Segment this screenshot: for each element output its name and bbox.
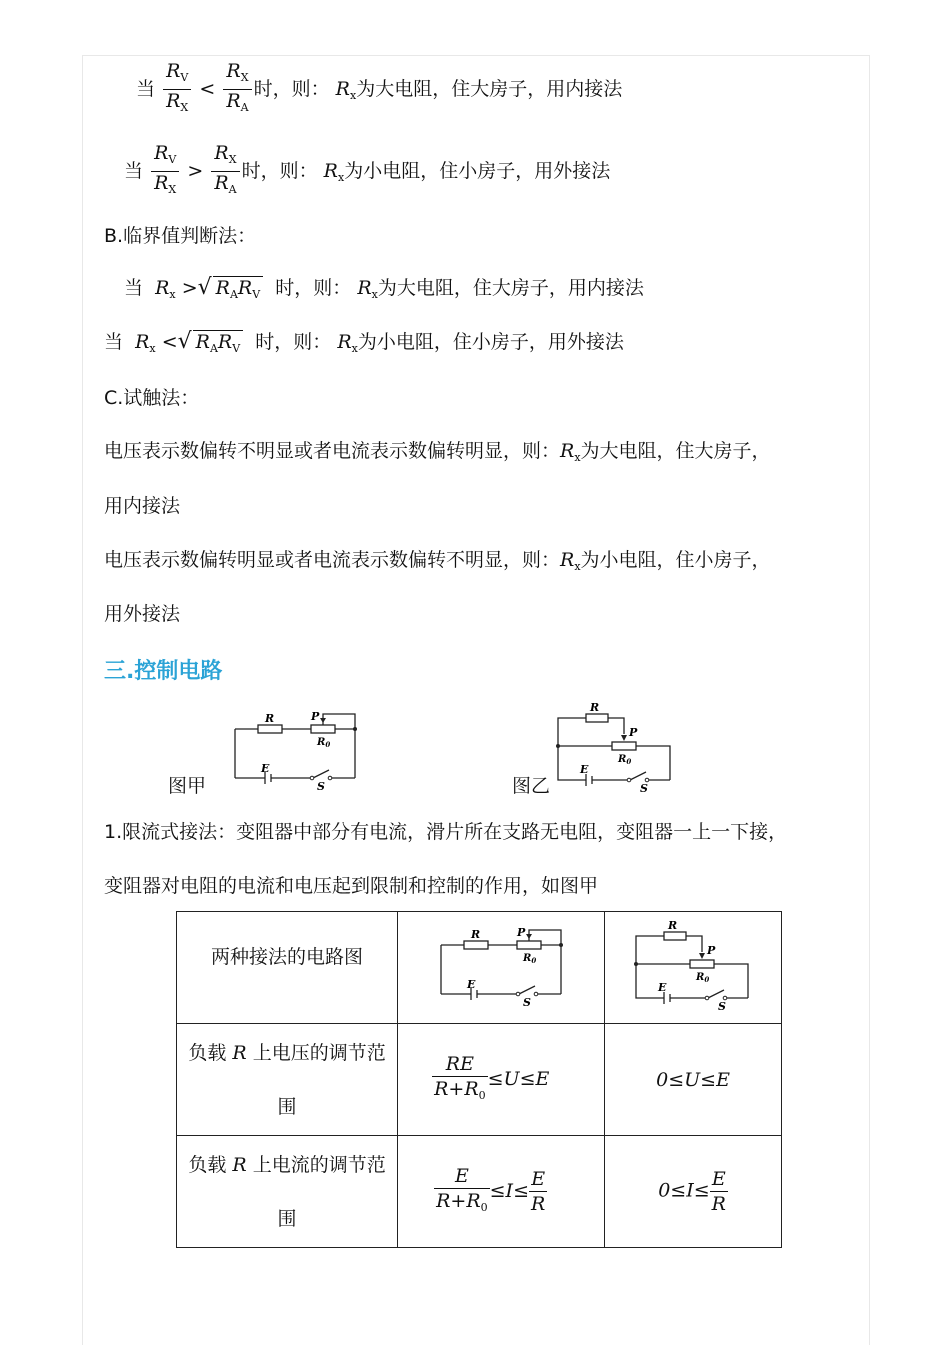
- table-row: [177, 1136, 782, 1248]
- fraction: $\frac{E}{R}$: [531, 1168, 546, 1215]
- rx-symbol: $R_x$: [323, 160, 345, 184]
- table-cell: $\frac{E}{R+R_0}$ ≤I≤ $\frac{E}{R}$: [398, 1136, 605, 1248]
- label-r: R: [668, 918, 678, 932]
- label-r: R: [265, 712, 275, 725]
- label-r: R: [471, 928, 481, 941]
- table-cell: 0≤I≤ $\frac{E}{R}$: [605, 1136, 782, 1248]
- text: 时，则：: [253, 78, 330, 100]
- label-p: P: [707, 943, 716, 957]
- table-cell: 0≤U≤E: [605, 1024, 782, 1136]
- table-cell: 负载 R 上电流的调节范 围: [177, 1136, 398, 1248]
- fraction: $\frac{R_X}{R_A}$: [223, 60, 251, 119]
- text: 时，则：: [241, 160, 318, 182]
- rule-line-2: [124, 142, 610, 201]
- label-p: P: [311, 710, 320, 723]
- comparison-table: [176, 911, 782, 1248]
- label-e: E: [467, 978, 476, 991]
- section-c-para2-cont: 用外接法: [104, 603, 181, 625]
- table-cell: [605, 912, 782, 1024]
- fraction: $\frac{E}{R+R_0}$: [436, 1164, 488, 1214]
- label-r0: $R_0$: [523, 953, 537, 965]
- circuit-diagram-a-small: [431, 920, 571, 1010]
- fraction: $\frac{R_X}{R_A}$: [211, 142, 239, 201]
- fraction: $\frac{RE}{R+R_0}$: [434, 1052, 486, 1102]
- text: 当: [136, 78, 156, 100]
- table-row: [177, 912, 782, 1024]
- text: 当: [124, 160, 144, 182]
- section-c-para1: 电压表示数偏转不明显或者电流表示数偏转明显，则：$R_x$为大电阻，住大房子，: [104, 440, 771, 464]
- circuit-diagram-a: [225, 704, 365, 794]
- label-p: P: [629, 726, 638, 739]
- table-cell: [177, 912, 398, 1024]
- label-s: S: [640, 782, 648, 795]
- table-cell: [398, 912, 605, 1024]
- section-b-title: B.临界值判断法：: [104, 225, 257, 247]
- label-e: E: [261, 762, 270, 775]
- paragraph-line-2: 变阻器对电阻的电流和电压起到限制和控制的作用，如图甲: [104, 875, 599, 897]
- label-s: S: [718, 999, 727, 1013]
- rule-line-1: [136, 60, 622, 119]
- section-b-line-2: 当 $R_x$ <√ $R_AR_V$ 时，则： $R_x$为小电阻，住小房子，用外接法: [104, 330, 624, 361]
- circuit-diagram-b-small: [628, 918, 758, 1013]
- label-r0: $R_0$: [317, 737, 331, 749]
- label-s: S: [523, 996, 532, 1009]
- section-c-para2: 电压表示数偏转明显或者电流表示数偏转不明显，则：$R_x$为小电阻，住小房子，: [104, 549, 771, 573]
- section-c-para1-cont: 用内接法: [104, 495, 181, 517]
- operator: >: [187, 160, 204, 182]
- table-cell: 负载 R 上电压的调节范 围: [177, 1024, 398, 1136]
- text: 为大电阻，住大房子，用内接法: [356, 78, 623, 100]
- label-r: R: [590, 701, 600, 714]
- label-r0: $R_0$: [696, 971, 710, 984]
- circuit-diagram-b: [550, 700, 680, 795]
- rx-symbol: $R_x$: [335, 78, 357, 102]
- fraction: $\frac{E}{R}$: [711, 1168, 726, 1215]
- section-heading: 三.控制电路: [104, 659, 223, 684]
- figure-caption: 图乙: [512, 775, 551, 797]
- figure-caption: 图甲: [168, 775, 207, 797]
- fraction: $\frac{R_V}{R_X}$: [163, 60, 191, 119]
- section-c-title: C.试触法：: [104, 387, 200, 409]
- fraction: $\frac{R_V}{R_X}$: [151, 142, 179, 201]
- text: 为小电阻，住小房子，用外接法: [344, 160, 611, 182]
- table-cell: $\frac{RE}{R+R_0}$ ≤U≤E: [398, 1024, 605, 1136]
- section-b-line-1: 当 $R_x$ >√ $R_AR_V$ 时，则： $R_x$为大电阻，住大房子，用内接法: [124, 276, 644, 307]
- cell-text: 两种接法的电路图: [211, 946, 364, 968]
- operator: <: [199, 78, 216, 100]
- label-e: E: [658, 980, 667, 994]
- label-r0: $R_0$: [618, 754, 632, 766]
- label-s: S: [317, 780, 325, 793]
- paragraph-line-1: 1.限流式接法：变阻器中部分有电流，滑片所在支路无电阻，变阻器一上一下接，: [104, 821, 788, 843]
- label-p: P: [517, 926, 526, 939]
- table-row: [177, 1024, 782, 1136]
- label-e: E: [580, 763, 589, 776]
